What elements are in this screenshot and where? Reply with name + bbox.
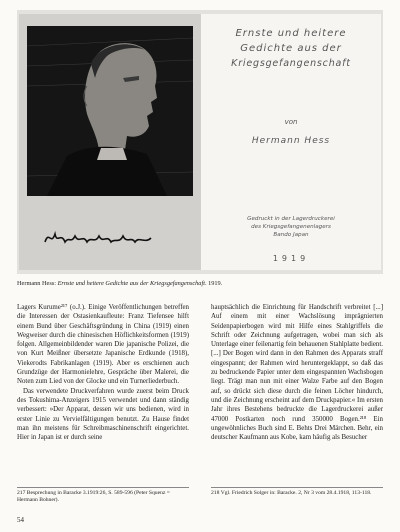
frontispiece-page bbox=[19, 14, 201, 270]
cover-title-line3: Kriegsgefangenschaft bbox=[231, 58, 351, 69]
footnote-217: 217 Besprechung in Baracke 3.1919:26, S. 589-596 (Peter Squenz = Hermann Bohner). bbox=[17, 490, 170, 504]
footnote-rule bbox=[211, 487, 383, 488]
cover-title-line1: Ernste und heitere bbox=[235, 28, 347, 39]
cover-print-line1: Gedruckt in der Lagerdruckerei bbox=[247, 216, 335, 222]
book-photo bbox=[17, 10, 383, 274]
cover-print-line3: Bando Japan bbox=[273, 232, 309, 238]
signature bbox=[41, 222, 161, 252]
text-column-left bbox=[17, 303, 189, 442]
caption-author: Hermann Hess: bbox=[17, 280, 56, 287]
footnote-rule bbox=[17, 487, 189, 488]
cover-year: 1919 bbox=[272, 254, 310, 263]
figure-caption bbox=[17, 280, 383, 287]
portrait-image bbox=[27, 26, 193, 196]
footnote-218: 218 Vgl. Friedrich Solger in: Baracke. 2, Nr 3 vom 28.4.1918, 113-118. bbox=[211, 490, 372, 496]
cover-von: von bbox=[284, 118, 298, 126]
text-column-right bbox=[211, 303, 383, 442]
cover-author: Hermann Hess bbox=[251, 136, 331, 146]
caption-title: Ernste und heitere Gedichte aus der Kriegsgefangenschaft bbox=[57, 280, 205, 287]
cover-title-line2: Gedichte aus der bbox=[240, 43, 342, 54]
paragraph: Das verwendete Druckverfahren wurde zuerst beim Druck des Tokushima-Anzeigers 1915 verwendet und dann ständig verbessert: »Der Apparat, dessen wir uns bedienen, wird in erster Linie zu Vervielfältigungen benutzt. Zu Hause findet man ihn meistens für Schreibmaschinenschrift eingerichtet. Hier in Japan ist er durch seine bbox=[17, 387, 189, 442]
paragraph: hauptsächlich die Einrichtung für Handschrift verbreitet [...] Auf einem mit einer Wachslösung imprägnierten Seidenpapierbogen wird mit Hilfe eines Stahlgriffels die Schrift oder Zeichnung aufgetragen, wobei man sich als Unterlage einer feilenartig fein behauenen Stahlplatte bedient. [...] Der Bogen wird dann in den Rahmen des Apparats straff eingespannt; der Rahmen wird heruntergeklappt, so daß das zu bedruckende Papier unter dem eingespannten Wachsbogen liegt. Trägt man nun mit einer Walze Farbe auf den Bogen auf, so drückt sich diese durch die feinen Löcher hindurch, und die Zeichnung erscheint auf dem Druckpapier.« Im ersten Jahr ihres Bestehens bedruckte die Lagerdruckerei außer 47000 Postkarten noch rund 350000 Bogen.²¹⁸ Ein ungewöhnliches Buch sind E. Behts Drei Märchen. Behr, ein deutscher Kaufmann aus Kobe, kam häufig als Besucher bbox=[211, 304, 383, 442]
paragraph: Lagers Kurume²¹⁷ (o.J.). Einige Veröffentlichungen betreffen die Interessen der Ostasienkaufleute: Franz Tiefensee hilft einem Bund über Geschäftsgründung in China (1919) einen Wegweiser durch die chinesischen Höflichkeitsformen (1919) folgen. Allgemeinbildender waren Die japanische Polizei, die von Kurt Meißner übersetzte Japanische Erdkunde (1918), Viekerodts Fabrikanlagen (1919). Aber es erschienen auch Grundzüge der Harmonielehre, Gespräche über Malerei, die Noten zum Lied von der Glocke und ein Turnerliederbuch. bbox=[17, 304, 189, 386]
page-number: 54 bbox=[17, 516, 24, 524]
cover-print-line2: des Kriegsgefangenenlagers bbox=[251, 224, 331, 230]
caption-year: . 1919. bbox=[204, 280, 223, 287]
portrait-woodcut bbox=[27, 26, 193, 196]
title-page bbox=[201, 14, 381, 270]
